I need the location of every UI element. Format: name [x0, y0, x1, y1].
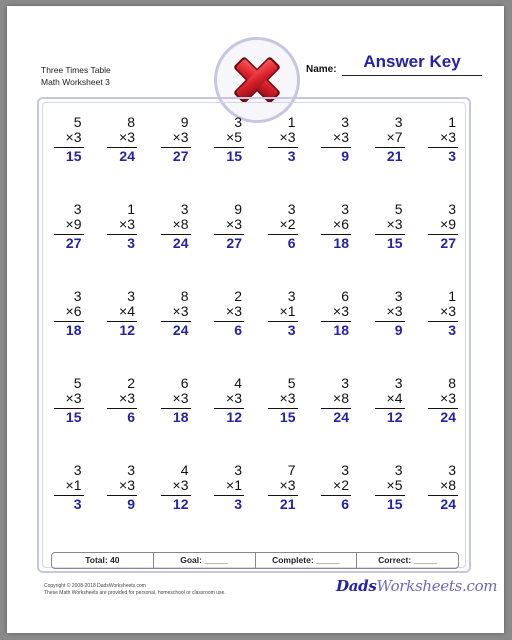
- problem-answer: 27: [172, 148, 189, 164]
- problem-answer: 24: [172, 235, 189, 251]
- problem-row: [40, 114, 470, 201]
- problem-multiplier: ×3: [279, 129, 296, 145]
- problem-multiplicand: 3: [341, 114, 349, 130]
- problem-answer: 24: [119, 148, 135, 164]
- worksheet-title: [41, 64, 111, 88]
- total-count: Total: 40: [85, 555, 120, 565]
- problem-multiplier: ×8: [333, 390, 349, 406]
- problem-answer: 15: [226, 148, 242, 164]
- multiplication-problem: [147, 462, 201, 549]
- brand-name-part2: Worksheets.com: [376, 577, 498, 595]
- problem-answer: 15: [65, 409, 82, 425]
- problem-answer: 24: [333, 409, 349, 425]
- answer-key-label: Answer Key: [363, 52, 461, 71]
- multiplication-problem: [147, 288, 201, 375]
- multiplication-problem: [361, 462, 415, 549]
- problem-multiplicand: 3: [234, 462, 242, 478]
- multiplication-problem: [308, 201, 362, 288]
- multiplication-problem: [254, 462, 308, 549]
- problem-multiplier: ×3: [65, 390, 82, 406]
- multiplication-problem: [254, 375, 308, 462]
- problem-multiplicand: 3: [180, 201, 189, 217]
- problem-row: [40, 375, 470, 462]
- problem-multiplicand: 4: [234, 375, 242, 391]
- problem-multiplier: ×9: [65, 216, 82, 232]
- dadsworksheets-logo: [336, 577, 497, 595]
- problem-multiplier: ×3: [440, 129, 456, 145]
- problem-answer: 18: [65, 322, 82, 338]
- goal-field: Goal: _____: [153, 553, 255, 568]
- problem-answer: 9: [394, 322, 403, 338]
- problem-row: [40, 462, 470, 549]
- problem-multiplicand: 3: [394, 462, 403, 478]
- multiplication-problem: [308, 375, 362, 462]
- problem-answer: 24: [440, 496, 456, 512]
- problem-multiplicand: 8: [448, 375, 456, 391]
- problem-answer: 3: [287, 322, 296, 338]
- problem-multiplicand: 3: [448, 462, 456, 478]
- score-bar: [51, 552, 459, 569]
- problem-answer: 3: [448, 148, 456, 164]
- problem-answer: 18: [172, 409, 189, 425]
- problem-answer: 15: [279, 409, 296, 425]
- problem-multiplicand: 3: [73, 462, 82, 478]
- problem-answer: 6: [127, 409, 135, 425]
- complete-field: Complete: _____: [255, 553, 357, 568]
- problem-multiplicand: 5: [394, 201, 403, 217]
- worksheet-title-line1: Three Times Table: [41, 65, 111, 75]
- problem-answer: 27: [65, 235, 82, 251]
- problem-row: [40, 288, 470, 375]
- problem-multiplicand: 8: [180, 288, 189, 304]
- problem-multiplier: ×3: [172, 477, 189, 493]
- problem-multiplier: ×2: [333, 477, 349, 493]
- problem-answer: 12: [386, 409, 403, 425]
- problem-answer: 12: [226, 409, 242, 425]
- problem-multiplicand: 2: [127, 375, 135, 391]
- problem-multiplicand: 9: [180, 114, 189, 130]
- problem-multiplier: ×9: [440, 216, 456, 232]
- problem-multiplicand: 3: [341, 201, 349, 217]
- problem-multiplier: ×3: [226, 303, 242, 319]
- problem-multiplicand: 6: [341, 288, 349, 304]
- multiplication-problem: [308, 114, 362, 201]
- problem-multiplier: ×7: [386, 129, 403, 145]
- multiplication-problem: [201, 462, 255, 549]
- problem-answer: 6: [287, 235, 296, 251]
- problem-multiplier: ×1: [226, 477, 242, 493]
- problem-multiplicand: 3: [73, 201, 82, 217]
- problem-multiplier: ×4: [119, 303, 135, 319]
- problem-multiplier: ×3: [333, 303, 349, 319]
- multiplication-problem: [94, 375, 148, 462]
- problem-multiplier: ×3: [226, 216, 242, 232]
- problem-answer: 3: [234, 496, 242, 512]
- problem-answer: 12: [119, 322, 135, 338]
- problem-multiplicand: 3: [448, 201, 456, 217]
- problem-multiplicand: 3: [73, 288, 82, 304]
- multiplication-problem: [308, 288, 362, 375]
- multiplication-problem: [415, 462, 469, 549]
- multiplication-problem: [415, 375, 469, 462]
- multiplication-problem: [94, 462, 148, 549]
- problem-multiplier: ×3: [119, 216, 135, 232]
- usage-notice: These Math Worksheets are provided for personal, homeschool or classroom use.: [44, 590, 226, 596]
- problem-multiplicand: 6: [180, 375, 189, 391]
- multiplication-problem: [361, 201, 415, 288]
- problem-answer: 3: [287, 148, 296, 164]
- copyright-text: Copyright © 2008-2018 DadsWorksheets.com: [44, 583, 146, 589]
- problem-multiplier: ×1: [65, 477, 82, 493]
- problem-multiplier: ×1: [279, 303, 296, 319]
- problem-answer: 15: [65, 148, 82, 164]
- multiplication-problem: [201, 288, 255, 375]
- multiplication-problem: [254, 288, 308, 375]
- problem-multiplier: ×8: [172, 216, 189, 232]
- problem-answer: 15: [386, 496, 403, 512]
- name-underline: [342, 75, 482, 76]
- problem-grid: [40, 114, 470, 549]
- brand-name-part1: Dads: [336, 577, 377, 595]
- problem-answer: 6: [234, 322, 242, 338]
- footer-notice: [44, 583, 226, 597]
- multiplication-problem: [361, 288, 415, 375]
- problem-multiplier: ×3: [172, 303, 189, 319]
- problem-multiplier: ×6: [65, 303, 82, 319]
- problem-answer: 12: [172, 496, 189, 512]
- problem-multiplicand: 3: [287, 201, 296, 217]
- problem-multiplicand: 4: [180, 462, 189, 478]
- multiplication-problem: [40, 114, 94, 201]
- problem-multiplicand: 3: [127, 462, 135, 478]
- problem-answer: 18: [333, 322, 349, 338]
- problem-multiplier: ×3: [226, 390, 242, 406]
- problem-multiplier: ×3: [119, 390, 135, 406]
- multiplication-problem: [147, 114, 201, 201]
- problem-multiplicand: 9: [234, 201, 242, 217]
- problem-multiplicand: 3: [394, 375, 403, 391]
- problem-multiplicand: 3: [341, 375, 349, 391]
- problem-multiplier: ×8: [440, 477, 456, 493]
- correct-field: Correct: _____: [356, 553, 458, 568]
- name-field: [306, 54, 486, 76]
- multiplication-problem: [201, 375, 255, 462]
- problem-answer: 24: [440, 409, 456, 425]
- problem-multiplicand: 3: [287, 288, 296, 304]
- multiplication-problem: [308, 462, 362, 549]
- problem-answer: 3: [73, 496, 82, 512]
- problem-answer: 27: [226, 235, 242, 251]
- problem-multiplier: ×3: [386, 303, 403, 319]
- problem-multiplier: ×4: [386, 390, 403, 406]
- multiplication-problem: [147, 201, 201, 288]
- multiplication-problem: [40, 288, 94, 375]
- problem-answer: 21: [386, 148, 403, 164]
- problem-multiplier: ×5: [226, 129, 242, 145]
- problem-answer: 18: [333, 235, 349, 251]
- problem-multiplier: ×3: [440, 303, 456, 319]
- problem-multiplier: ×3: [279, 390, 296, 406]
- problem-answer: 9: [341, 148, 349, 164]
- problem-answer: 3: [127, 235, 135, 251]
- problem-multiplier: ×5: [386, 477, 403, 493]
- problem-multiplicand: 2: [234, 288, 242, 304]
- problem-multiplicand: 5: [73, 375, 82, 391]
- problem-answer: 6: [341, 496, 349, 512]
- multiplication-problem: [361, 114, 415, 201]
- multiplication-problem: [254, 201, 308, 288]
- problem-multiplier: ×3: [65, 129, 82, 145]
- problem-multiplier: ×3: [279, 477, 296, 493]
- problem-multiplicand: 3: [394, 114, 403, 130]
- problem-multiplier: ×3: [386, 216, 403, 232]
- problem-answer: 3: [448, 322, 456, 338]
- multiplication-problem: [361, 375, 415, 462]
- multiplication-problem: [147, 375, 201, 462]
- problem-multiplier: ×3: [119, 477, 135, 493]
- multiplication-problem: [201, 201, 255, 288]
- multiplication-problem: [415, 114, 469, 201]
- problem-row: [40, 201, 470, 288]
- problem-multiplicand: 1: [448, 288, 456, 304]
- multiplication-problem: [415, 201, 469, 288]
- multiplication-problem: [415, 288, 469, 375]
- multiplication-problem: [40, 462, 94, 549]
- problem-multiplicand: 5: [73, 114, 82, 130]
- problem-multiplicand: 3: [127, 288, 135, 304]
- problem-multiplier: ×3: [440, 390, 456, 406]
- problem-multiplicand: 3: [341, 462, 349, 478]
- multiplication-problem: [94, 114, 148, 201]
- multiplication-problem: [201, 114, 255, 201]
- multiplication-problem: [94, 288, 148, 375]
- problem-multiplicand: 1: [448, 114, 456, 130]
- worksheet-title-line2: Math Worksheet 3: [41, 77, 110, 87]
- problem-answer: 15: [386, 235, 403, 251]
- problem-multiplier: ×3: [172, 390, 189, 406]
- problem-answer: 27: [440, 235, 456, 251]
- problem-multiplicand: 7: [287, 462, 296, 478]
- problem-answer: 21: [279, 496, 296, 512]
- problem-answer: 24: [172, 322, 189, 338]
- problem-multiplicand: 3: [234, 114, 242, 130]
- problem-answer: 9: [127, 496, 135, 512]
- problem-multiplicand: 1: [127, 201, 135, 217]
- problem-multiplier: ×3: [119, 129, 135, 145]
- multiplication-problem: [254, 114, 308, 201]
- problem-multiplier: ×3: [333, 129, 349, 145]
- problem-multiplicand: 5: [287, 375, 296, 391]
- problem-multiplicand: 1: [287, 114, 296, 130]
- problem-multiplier: ×6: [333, 216, 349, 232]
- problem-multiplicand: 8: [127, 114, 135, 130]
- multiplication-problem: [40, 201, 94, 288]
- multiplication-problem: [94, 201, 148, 288]
- name-label: Name:: [306, 64, 337, 75]
- problem-multiplier: ×2: [279, 216, 296, 232]
- problem-multiplier: ×3: [172, 129, 189, 145]
- multiplication-problem: [40, 375, 94, 462]
- problem-multiplicand: 3: [394, 288, 403, 304]
